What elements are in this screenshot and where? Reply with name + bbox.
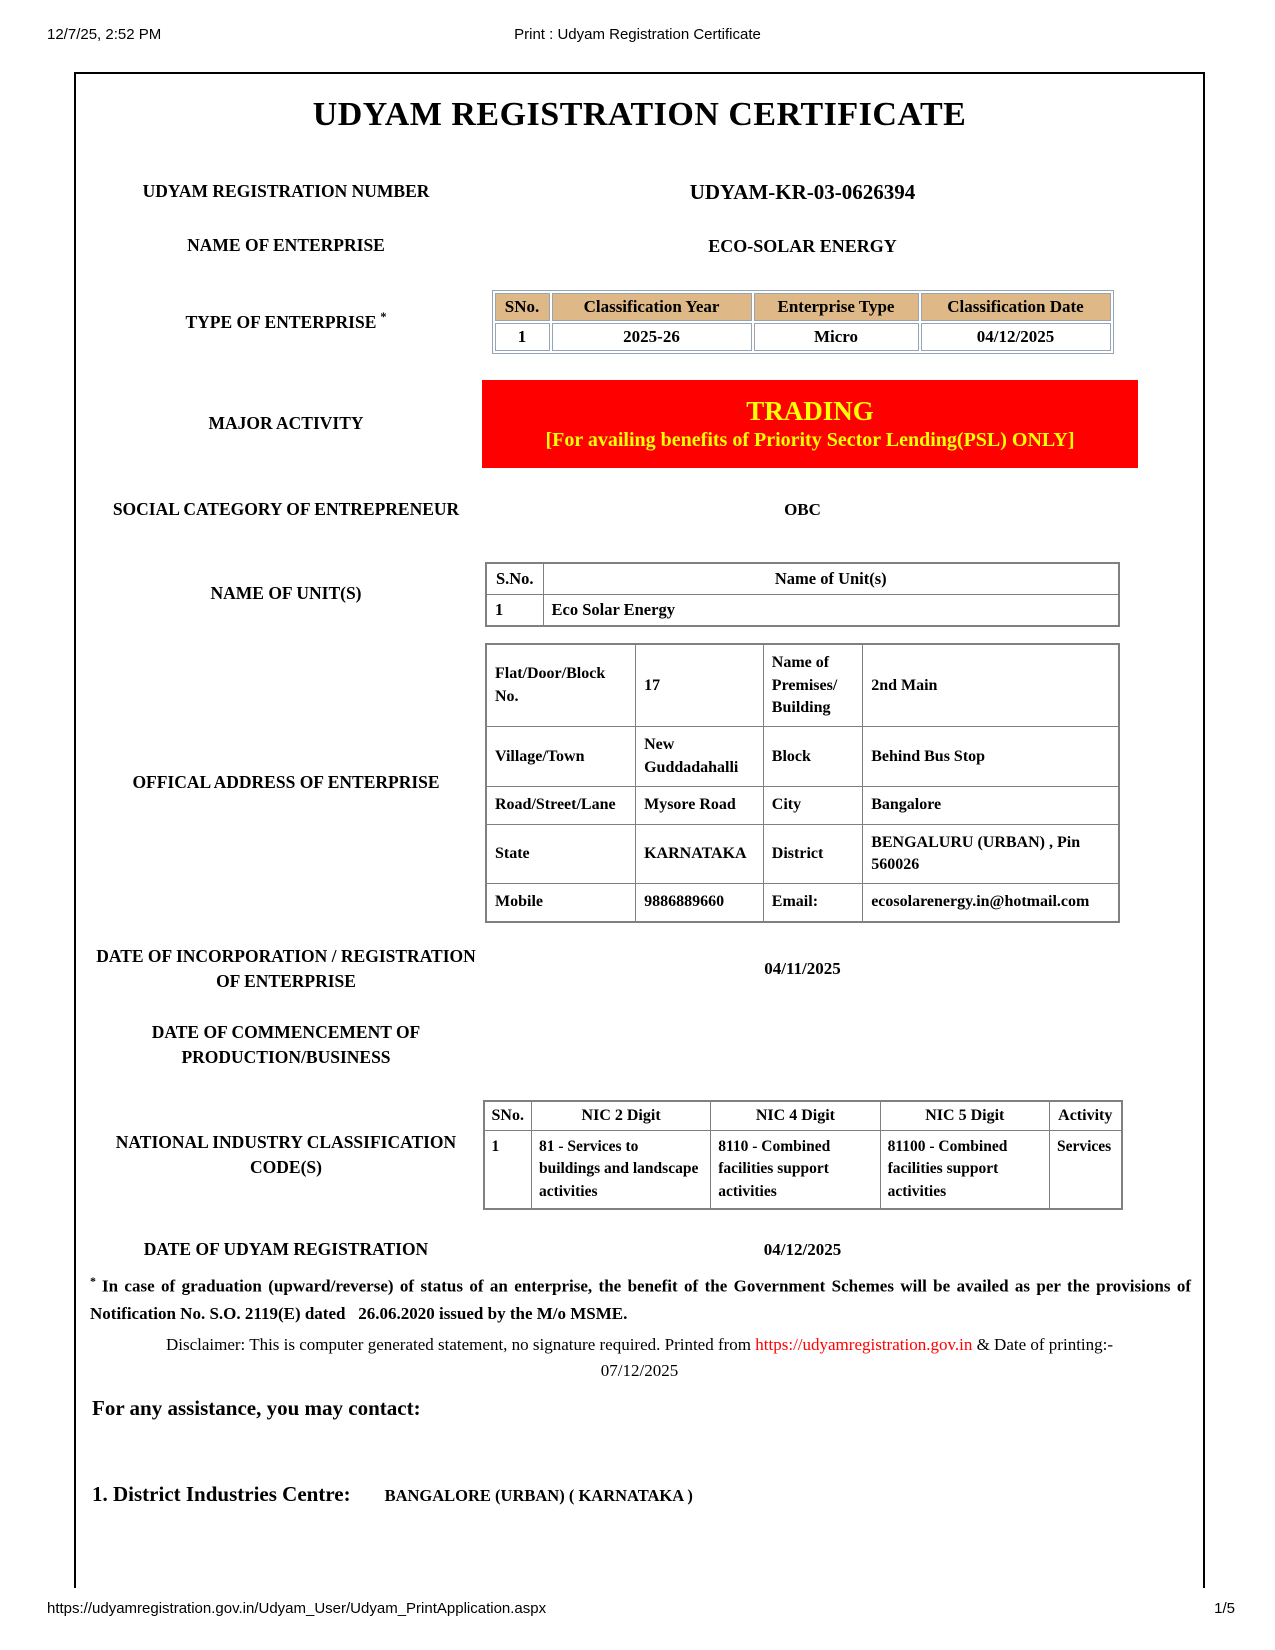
label-udyam-registration-date: DATE OF UDYAM REGISTRATION: [143, 1239, 429, 1260]
dic-label: 1. District Industries Centre:: [92, 1482, 351, 1506]
label-address: OFFICAL ADDRESS OF ENTERPRISE: [132, 772, 440, 793]
address-value-flat: 17: [636, 644, 764, 727]
label-commencement-date: DATE OF COMMENCEMENT OF PRODUCTION/BUSINESS: [151, 1021, 421, 1067]
row-enterprise-type: [76, 282, 1203, 362]
nic-header-5digit: NIC 5 Digit: [880, 1101, 1049, 1131]
disclaimer-text-after: & Date of printing:-: [972, 1335, 1114, 1354]
address-value-road: Mysore Road: [636, 787, 764, 824]
nic-cell-5digit: 81100 - Combined facilities support activities: [880, 1130, 1049, 1209]
certificate-box: [74, 72, 1205, 1588]
major-activity-note: [For availing benefits of Priority Sector Lending(PSL) ONLY]: [545, 429, 1075, 451]
nic-header-row: [484, 1101, 1122, 1131]
value-incorporation-date: 04/11/2025: [764, 959, 841, 978]
nic-cell-activity: Services: [1049, 1130, 1121, 1209]
value-udyam-registration-date: 04/12/2025: [763, 1240, 842, 1259]
classification-cell-year: 2025-26: [552, 323, 752, 351]
address-label-village: Village/Town: [486, 727, 636, 787]
address-row-road: [486, 787, 1119, 824]
print-footer-url: https://udyamregistration.gov.in/Udyam_User/Udyam_PrintApplication.aspx: [47, 1600, 547, 1617]
row-nic-codes: [76, 1090, 1203, 1220]
address-table: [485, 643, 1120, 923]
value-social-category: OBC: [784, 500, 821, 519]
units-cell-name: Eco Solar Energy: [543, 594, 1119, 626]
nic-header-sno: SNo.: [484, 1101, 532, 1131]
label-registration-number: UDYAM REGISTRATION NUMBER: [142, 181, 430, 202]
classification-data-row: [495, 323, 1111, 351]
district-industries-centre-row: [92, 1482, 693, 1507]
address-value-block: Behind Bus Stop: [863, 727, 1119, 787]
value-registration-number: UDYAM-KR-03-0626394: [689, 179, 916, 204]
classification-header-sno: SNo.: [495, 293, 550, 321]
row-social-category: [76, 482, 1203, 538]
row-registration-number: [76, 170, 1203, 214]
disclaimer-print-date: 07/12/2025: [600, 1361, 679, 1381]
address-label-state: State: [486, 824, 636, 884]
value-enterprise-name: ECO-SOLAR ENERGY: [708, 235, 897, 256]
classification-cell-date: 04/12/2025: [921, 323, 1111, 351]
units-table: [485, 562, 1120, 627]
classification-header-row: [495, 293, 1111, 321]
label-enterprise-type: [76, 309, 482, 335]
row-commencement-date: [76, 1012, 1203, 1078]
address-label-email: Email:: [763, 884, 862, 922]
classification-header-date: Classification Date: [921, 293, 1111, 321]
row-udyam-registration-date: [76, 1232, 1203, 1268]
label-social-category: SOCIAL CATEGORY OF ENTREPRENEUR: [112, 499, 460, 520]
disclaimer-text-before: Disclaimer: This is computer generated statement, no signature required. Printed from: [165, 1335, 756, 1354]
classification-cell-type: Micro: [754, 323, 919, 351]
nic-header-activity: Activity: [1049, 1101, 1121, 1131]
nic-header-4digit: NIC 4 Digit: [711, 1101, 880, 1131]
address-label-block: Block: [763, 727, 862, 787]
label-incorporation-date: DATE OF INCORPORATION / REGISTRATION OF ENTERPRISE: [96, 945, 476, 991]
address-value-state: KARNATAKA: [636, 824, 764, 884]
row-units: [76, 560, 1203, 628]
asterisk-mark: *: [380, 309, 387, 324]
nic-cell-4digit: 8110 - Combined facilities support activities: [711, 1130, 880, 1209]
footnote-asterisk: *: [90, 1274, 96, 1288]
address-value-email: ecosolarenergy.in@hotmail.com: [863, 884, 1119, 922]
row-incorporation-date: [76, 936, 1203, 1002]
row-address: [76, 654, 1203, 912]
dic-value: BANGALORE (URBAN) ( KARNATAKA ): [384, 1486, 693, 1505]
major-activity-banner: [482, 380, 1138, 468]
footnote-text: In case of graduation (upward/reverse) of status of an enterprise, the benefit of the Government Schemes will be availed as per the provisions of Notification No. S.O. 2119(E) dated 26.06.2020 issued by the M/o MSME.: [90, 1276, 1191, 1323]
nic-cell-2digit: 81 - Services to buildings and landscape activities: [531, 1130, 710, 1209]
address-row-state: [486, 824, 1119, 884]
disclaimer: [106, 1332, 1173, 1385]
graduation-footnote: [90, 1272, 1191, 1327]
row-major-activity: [76, 380, 1203, 468]
label-enterprise-name: NAME OF ENTERPRISE: [187, 235, 385, 256]
label-major-activity: MAJOR ACTIVITY: [208, 413, 364, 434]
units-header-sno: S.No.: [486, 563, 543, 595]
address-label-flat: Flat/Door/Block No.: [486, 644, 636, 727]
address-label-mobile: Mobile: [486, 884, 636, 922]
address-label-road: Road/Street/Lane: [486, 787, 636, 824]
address-label-premises: Name of Premises/ Building: [763, 644, 862, 727]
nic-table: [483, 1100, 1123, 1210]
address-label-district: District: [763, 824, 862, 884]
units-cell-sno: 1: [486, 594, 543, 626]
assistance-heading: For any assistance, you may contact:: [92, 1396, 421, 1420]
print-page-indicator: 1/5: [1214, 1600, 1235, 1617]
certificate-title: UDYAM REGISTRATION CERTIFICATE: [312, 96, 967, 133]
units-header-row: [486, 563, 1119, 595]
address-row-flat: [486, 644, 1119, 727]
label-units: NAME OF UNIT(S): [210, 583, 362, 604]
address-value-district: BENGALURU (URBAN) , Pin 560026: [863, 824, 1119, 884]
nic-cell-sno: 1: [484, 1130, 532, 1209]
units-data-row: [486, 594, 1119, 626]
address-value-city: Bangalore: [863, 787, 1119, 824]
address-row-mobile: [486, 884, 1119, 922]
label-nic-codes: NATIONAL INDUSTRY CLASSIFICATION CODE(S): [115, 1131, 457, 1177]
address-row-village: [486, 727, 1119, 787]
units-header-name: Name of Unit(s): [543, 563, 1119, 595]
label-enterprise-type-text: TYPE OF ENTERPRISE: [185, 311, 377, 332]
nic-header-2digit: NIC 2 Digit: [531, 1101, 710, 1131]
classification-header-year: Classification Year: [552, 293, 752, 321]
address-value-premises: 2nd Main: [863, 644, 1119, 727]
classification-cell-sno: 1: [495, 323, 550, 351]
major-activity-value: TRADING: [746, 396, 874, 426]
row-enterprise-name: [76, 224, 1203, 268]
address-label-city: City: [763, 787, 862, 824]
address-value-village: New Guddadahalli: [636, 727, 764, 787]
nic-data-row: [484, 1130, 1122, 1209]
udyam-portal-link[interactable]: https://udyamregistration.gov.in: [755, 1335, 973, 1354]
print-doc-title: Print : Udyam Registration Certificate: [514, 26, 761, 43]
address-value-mobile: 9886889660: [636, 884, 764, 922]
classification-header-type: Enterprise Type: [754, 293, 919, 321]
classification-table: [492, 290, 1114, 354]
print-datetime: 12/7/25, 2:52 PM: [47, 26, 162, 43]
